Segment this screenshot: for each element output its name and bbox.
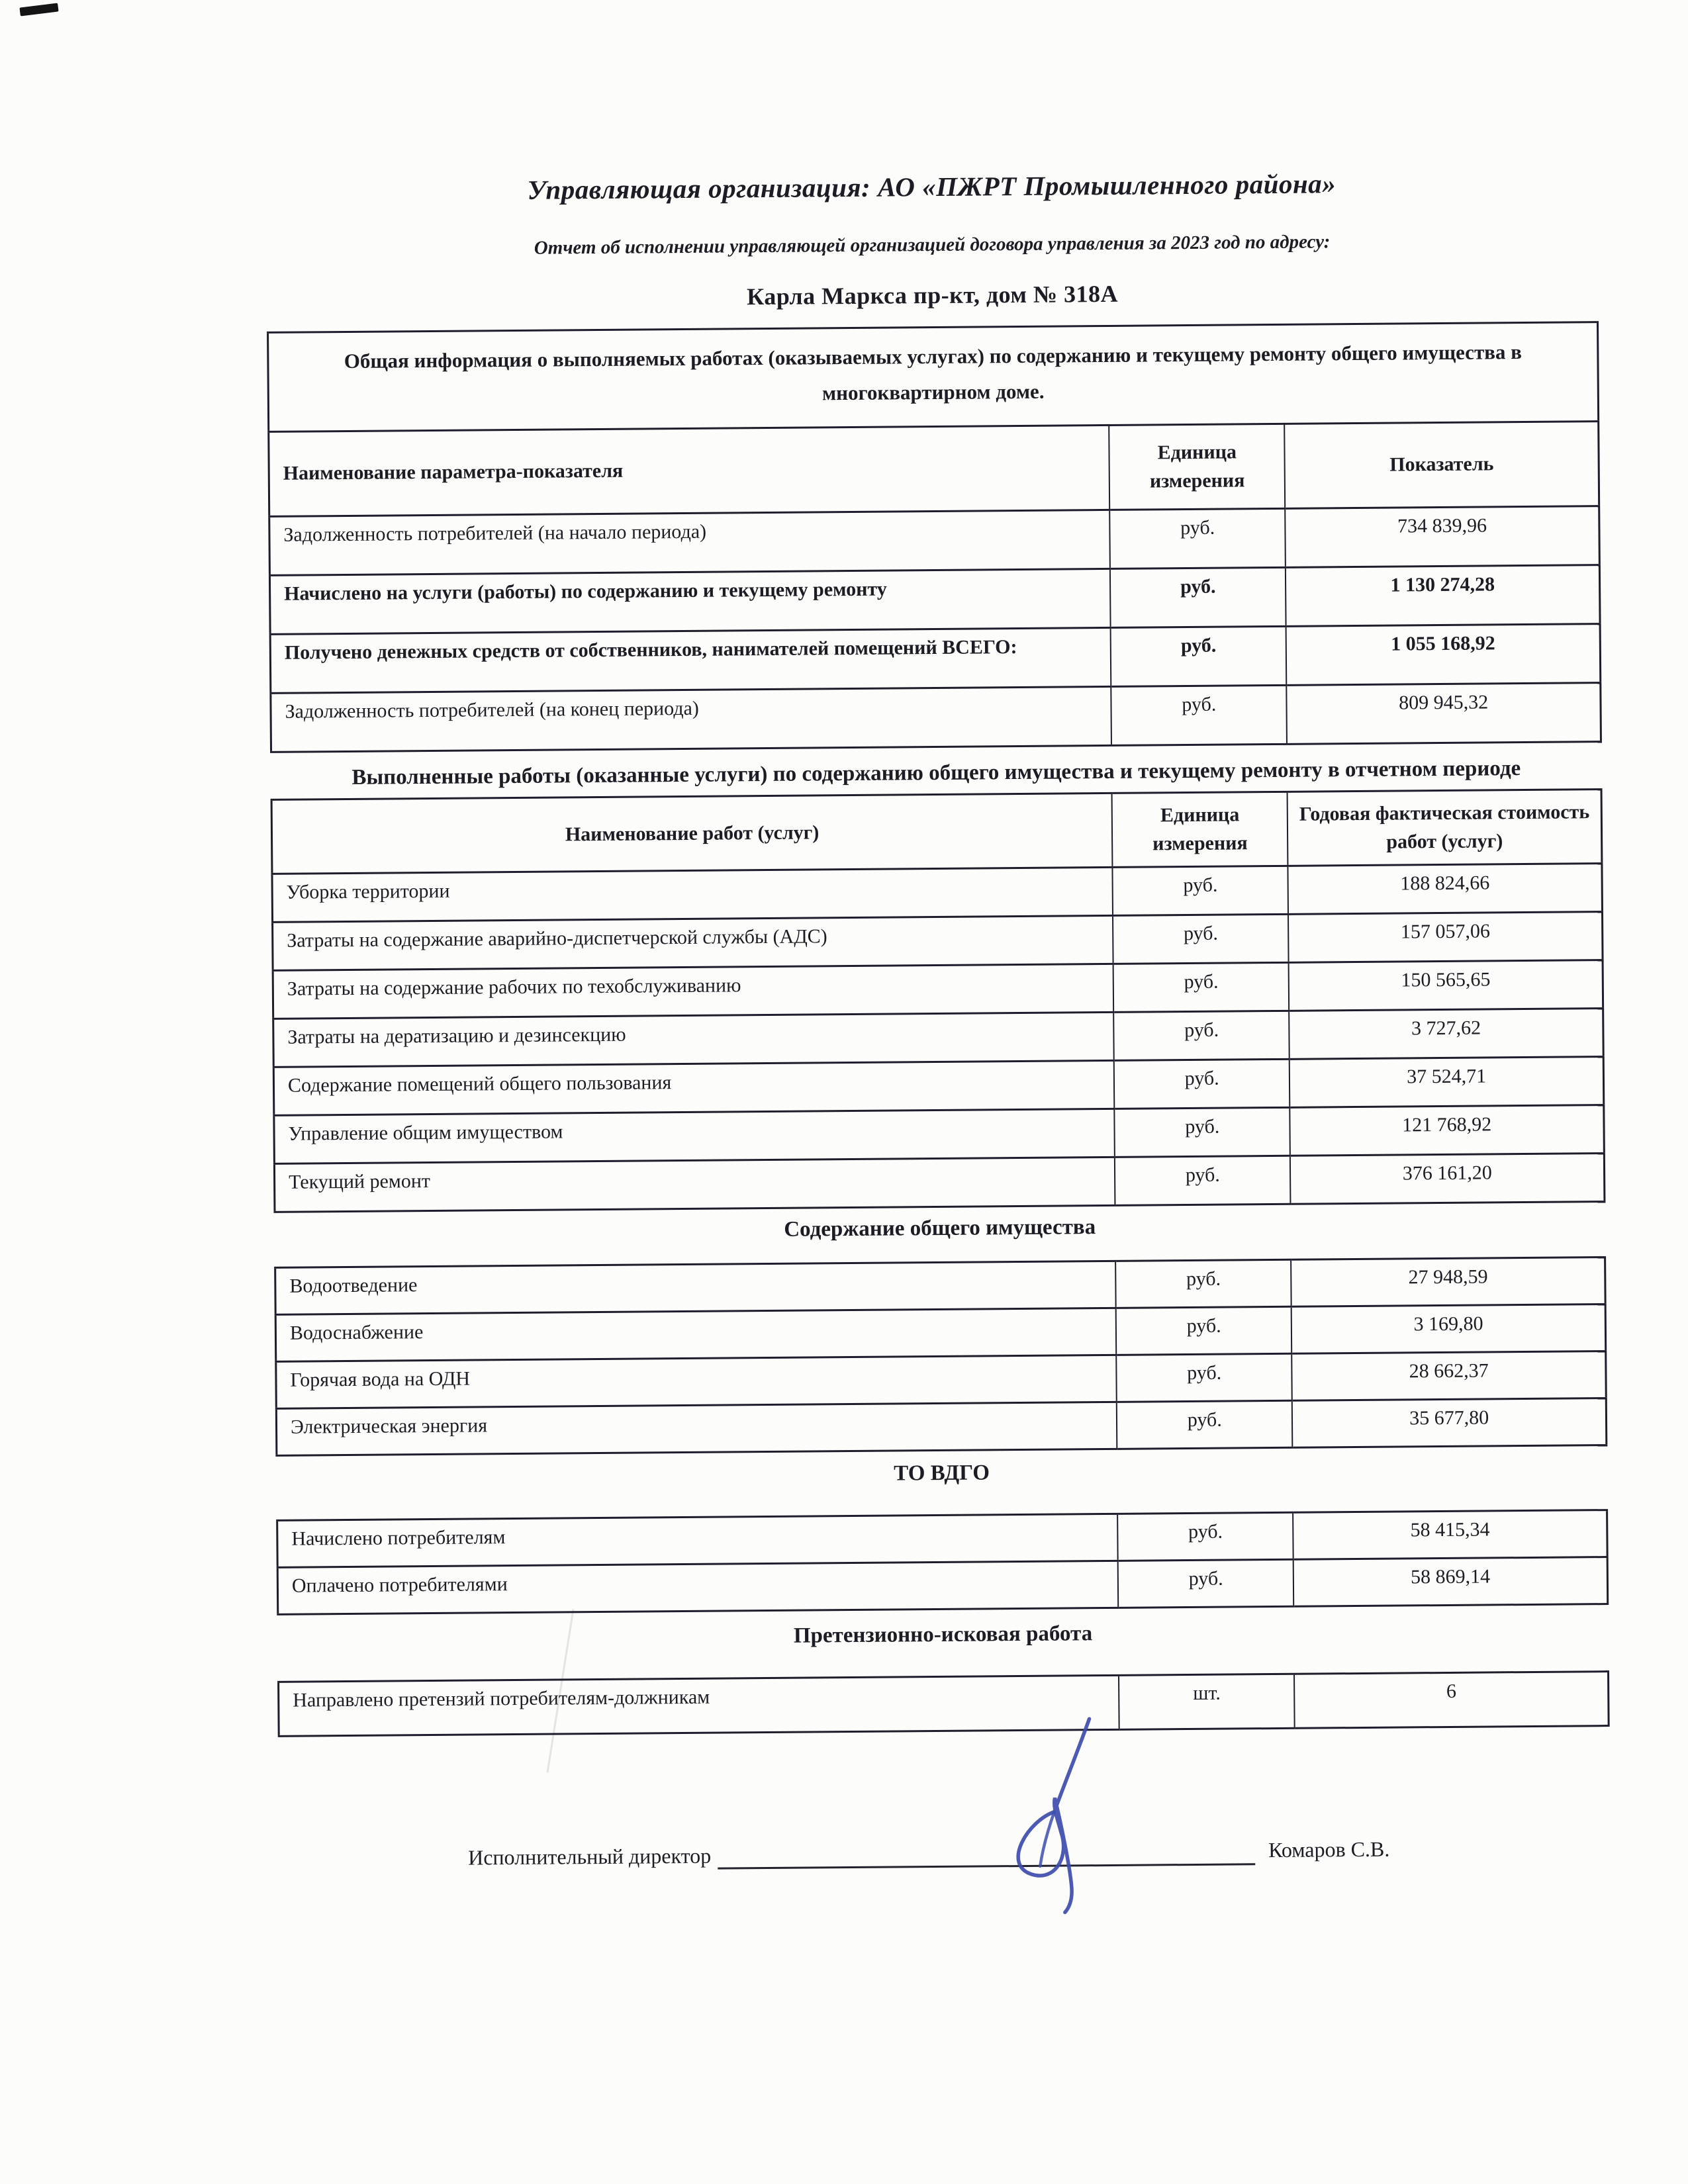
row-name: Затраты на дератизацию и дезинсекцию bbox=[273, 1012, 1114, 1067]
table-row bbox=[270, 623, 1601, 693]
table-row bbox=[277, 1557, 1607, 1614]
row-value: 188 824,66 bbox=[1288, 864, 1603, 915]
row-value: 6 bbox=[1294, 1671, 1609, 1728]
table-row bbox=[271, 682, 1601, 752]
row-unit: руб. bbox=[1116, 1353, 1292, 1402]
document-content bbox=[264, 0, 1611, 1872]
row-value: 58 869,14 bbox=[1293, 1557, 1608, 1606]
table-row bbox=[269, 506, 1600, 575]
row-value: 27 948,59 bbox=[1291, 1257, 1605, 1306]
row-value: 809 945,32 bbox=[1287, 682, 1601, 744]
row-unit: руб. bbox=[1118, 1559, 1294, 1608]
row-name: Затраты на содержание аварийно-диспетчерской службы (АДС) bbox=[273, 915, 1113, 970]
row-unit: шт. bbox=[1119, 1674, 1295, 1729]
row-value: 1 055 168,92 bbox=[1286, 623, 1601, 685]
works-table bbox=[271, 788, 1606, 1213]
row-value: 157 057,06 bbox=[1288, 912, 1603, 963]
row-name: Оплачено потребителями bbox=[277, 1561, 1118, 1614]
row-name: Содержание помещений общего пользования bbox=[273, 1060, 1114, 1115]
row-unit: руб. bbox=[1117, 1512, 1293, 1561]
row-value: 376 161,20 bbox=[1290, 1154, 1605, 1205]
row-name: Водоснабжение bbox=[275, 1308, 1116, 1361]
column-header-name: Наименование параметра-показателя bbox=[269, 425, 1110, 516]
row-value: 35 677,80 bbox=[1292, 1398, 1607, 1447]
row-unit: руб. bbox=[1114, 1107, 1290, 1157]
signature-label: Исполнительный директор bbox=[468, 1843, 712, 1870]
claims-table bbox=[277, 1670, 1610, 1737]
row-unit: руб. bbox=[1117, 1400, 1293, 1449]
section-heading-vdgo: ТО ВДГО bbox=[894, 1461, 990, 1486]
row-name: Водоотведение bbox=[275, 1261, 1116, 1314]
row-value: 1 130 274,28 bbox=[1286, 565, 1600, 626]
general-table-header-row bbox=[269, 421, 1599, 516]
row-unit: руб. bbox=[1110, 567, 1286, 627]
signature-block bbox=[468, 1834, 1611, 1872]
doc-title: Управляющая организация: АО «ПЖРТ Промышленного района» bbox=[527, 168, 1336, 205]
row-unit: руб. bbox=[1113, 866, 1289, 915]
row-unit: руб. bbox=[1115, 1259, 1291, 1308]
row-unit: руб. bbox=[1111, 626, 1287, 686]
row-value: 150 565,65 bbox=[1289, 960, 1603, 1011]
row-unit: руб. bbox=[1113, 1011, 1289, 1060]
general-table-caption: Общая информация о выполняемых работах (оказываемых услугах) по содержанию и текущему ремонту общего имущества в многоквартирном доме. bbox=[268, 322, 1599, 432]
row-name: Горячая вода на ОДН bbox=[276, 1355, 1117, 1408]
row-name: Задолженность потребителей (на начало периода) bbox=[269, 510, 1110, 575]
row-name: Направлено претензий потребителям-должникам bbox=[279, 1675, 1119, 1736]
general-table-caption-row bbox=[268, 322, 1599, 432]
row-name: Текущий ремонт bbox=[274, 1157, 1115, 1212]
row-unit: руб. bbox=[1116, 1306, 1292, 1355]
handwritten-signature bbox=[978, 1713, 1135, 1919]
row-value: 37 524,71 bbox=[1289, 1057, 1604, 1108]
table-row bbox=[279, 1671, 1609, 1736]
general-info-table bbox=[267, 321, 1602, 752]
section-heading-claims: Претензионно-исковая работа bbox=[793, 1621, 1093, 1648]
row-name: Затраты на содержание рабочих по техобслуживанию bbox=[273, 964, 1113, 1019]
doc-address: Карла Маркса пр-кт, дом № 318А bbox=[747, 280, 1119, 310]
row-name: Начислено на услуги (работы) по содержанию и текущему ремонту bbox=[269, 569, 1110, 634]
row-name: Управление общим имуществом bbox=[274, 1109, 1115, 1163]
row-unit: руб. bbox=[1111, 685, 1287, 745]
row-unit: руб. bbox=[1115, 1156, 1291, 1205]
row-unit: руб. bbox=[1109, 508, 1286, 569]
table-row bbox=[274, 1154, 1605, 1212]
row-value: 734 839,96 bbox=[1286, 506, 1600, 567]
column-header-unit: Единица измерения bbox=[1112, 792, 1288, 867]
maintenance-table bbox=[274, 1256, 1607, 1457]
section-heading-maintenance: Содержание общего имущества bbox=[784, 1215, 1096, 1242]
row-value: 3 169,80 bbox=[1291, 1304, 1606, 1353]
column-header-unit: Единица измерения bbox=[1109, 424, 1285, 510]
doc-subtitle: Отчет об исполнении управляющей организацией договора управления за 2023 год по адресу: bbox=[534, 231, 1331, 259]
row-unit: руб. bbox=[1113, 914, 1289, 964]
section-heading-works: Выполненные работы (оказанные услуги) по содержанию общего имущества и текущему ремонту в отчетном периоде bbox=[352, 756, 1521, 790]
row-unit: руб. bbox=[1113, 962, 1289, 1012]
row-value: 3 727,62 bbox=[1289, 1009, 1604, 1060]
signature-line bbox=[718, 1837, 1255, 1869]
column-header-name: Наименование работ (услуг) bbox=[271, 793, 1113, 874]
row-name: Начислено потребителям bbox=[277, 1514, 1118, 1567]
table-row bbox=[269, 565, 1600, 634]
row-value: 121 768,92 bbox=[1290, 1105, 1605, 1156]
row-name: Электрическая энергия bbox=[276, 1402, 1117, 1455]
row-name: Задолженность потребителей (на конец периода) bbox=[271, 686, 1111, 752]
row-name: Получено денежных средств от собственников, нанимателей помещений ВСЕГО: bbox=[270, 627, 1111, 693]
signature-name: Комаров С.В. bbox=[1268, 1837, 1390, 1862]
row-value: 58 415,34 bbox=[1293, 1510, 1607, 1559]
column-header-value: Показатель bbox=[1285, 421, 1599, 508]
vdgo-table bbox=[276, 1509, 1609, 1615]
column-header-value: Годовая фактическая стоимость работ (услуг) bbox=[1288, 790, 1602, 866]
table-row bbox=[276, 1398, 1606, 1455]
scan-corner-artifact bbox=[19, 3, 58, 17]
works-table-header-row bbox=[271, 790, 1602, 874]
row-name: Уборка территории bbox=[272, 867, 1113, 922]
row-unit: руб. bbox=[1114, 1059, 1290, 1109]
row-value: 28 662,37 bbox=[1292, 1351, 1607, 1400]
